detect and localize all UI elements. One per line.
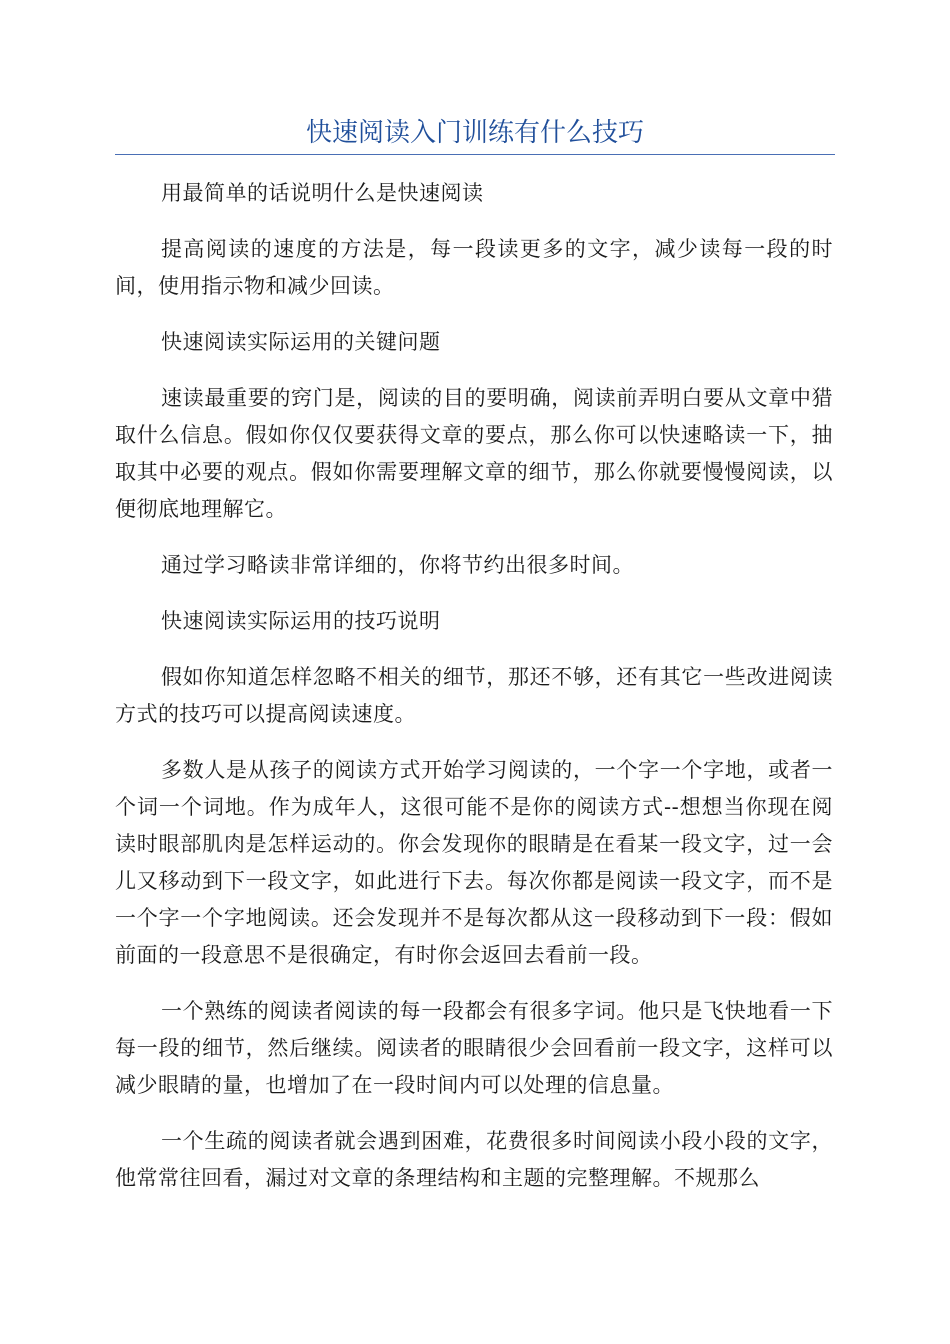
paragraph-5: 通过学习略读非常详细的，你将节约出很多时间。 [161, 553, 634, 577]
paragraph-2: 提高阅读的速度的方法是，每一段读更多的文字，减少读每一段的时间，使用指示物和减少回读。 [115, 237, 833, 298]
paragraph-4: 速读最重要的窍门是，阅读的目的要明确，阅读前弄明白要从文章中猎取什么信息。假如你仅仅要获得文章的要点，那么你可以快速略读一下，抽取其中必要的观点。假如你需要理解文章的细节，那么你就要慢慢阅读，以便彻底地理解它。 [115, 386, 833, 521]
paragraph-10: 一个生疏的阅读者就会遇到困难，花费很多时间阅读小段小段的文字，他常常往回看，漏过对文章的条理结构和主题的完整理解。不规那么 [115, 1129, 833, 1190]
paragraph-9: 一个熟练的阅读者阅读的每一段都会有很多字词。他只是飞快地看一下每一段的细节，然后继续。阅读者的眼睛很少会回看前一段文字，这样可以减少眼睛的量，也增加了在一段时间内可以处理的信息量。 [115, 999, 833, 1097]
title-underline [115, 154, 835, 155]
document-body [115, 175, 833, 1216]
paragraph-7: 假如你知道怎样忽略不相关的细节，那还不够，还有其它一些改进阅读方式的技巧可以提高阅读速度。 [115, 665, 833, 726]
paragraph-1: 用最简单的话说明什么是快速阅读 [161, 181, 484, 205]
paragraph-8: 多数人是从孩子的阅读方式开始学习阅读的，一个字一个字地，或者一个词一个词地。作为成年人，这很可能不是你的阅读方式--想想当你现在阅读时眼部肌肉是怎样运动的。你会发现你的眼睛是在看某一段文字，过一会儿又移动到下一段文字，如此进行下去。每次你都是阅读一段文字，而不是一个字一个字地阅读。还会发现并不是每次都从这一段移动到下一段：假如前面的一段意思不是很确定，有时你会返回去看前一段。 [115, 758, 833, 967]
paragraph-3: 快速阅读实际运用的关键问题 [161, 330, 441, 354]
paragraph-6: 快速阅读实际运用的技巧说明 [161, 609, 441, 633]
document-title: 快速阅读入门训练有什么技巧 [305, 118, 644, 148]
